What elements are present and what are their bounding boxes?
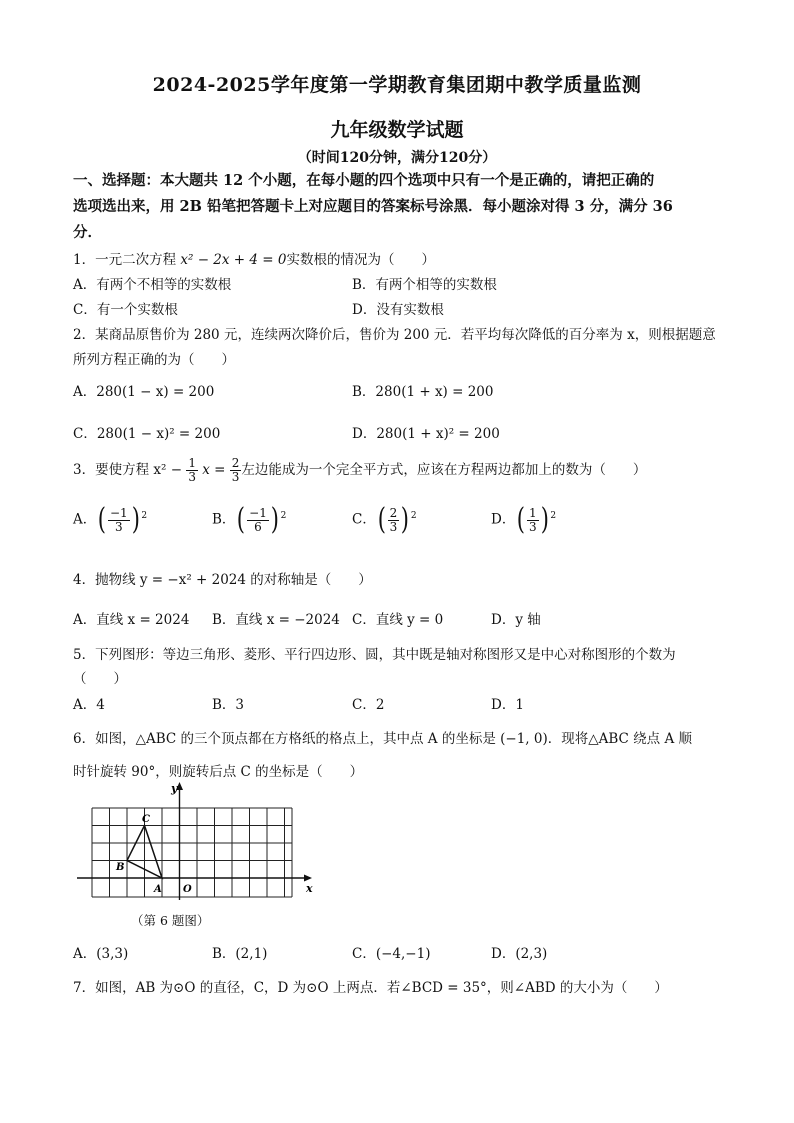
q1-option-a: A．有两个不相等的实数根 (73, 277, 232, 293)
q3-option-d: D．( $\frac{1}{3}$ ) $^2$ (491, 502, 557, 537)
q2-option-c: C．280(1 − x)² = 200 (73, 426, 221, 442)
q4-option-c: C．直线 y = 0 (352, 612, 444, 628)
label-a: A (154, 884, 162, 895)
question-7-stem: 7．如图，AB 为⊙O 的直径，C，D 为⊙O 上两点．若∠BCD = 35°，则∠ABD 的大小为（ ） (73, 980, 668, 996)
label-b: B (116, 862, 125, 873)
y-axis-label: y (171, 782, 178, 795)
time-note: （时间120分钟，满分120分） (297, 150, 497, 166)
label-c: C (142, 814, 150, 825)
coordinate-grid (72, 780, 322, 905)
q3-option-c: C．( $\frac{2}{3}$ ) $^2$ (352, 502, 417, 537)
q4-option-d: D．y 轴 (491, 612, 541, 628)
q4-option-a: A．直线 x = 2024 (73, 612, 190, 628)
q6-option-d: D．(2,3) (491, 946, 548, 962)
q2-option-b: B．280(1 + x) = 200 (352, 384, 494, 400)
q6-option-c: C．(−4,−1) (352, 946, 431, 962)
q1-option-d: D．没有实数根 (352, 302, 444, 318)
question-4-stem: 4．抛物线 y = −x² + 2024 的对称轴是（ ） (73, 572, 372, 588)
q3-option-a: A．( $\frac{-1}{3}$ ) $^2$ (73, 502, 148, 537)
question-2-line2: 所列方程正确的为（ ） (73, 352, 235, 368)
question-1-stem: 1．一元二次方程 x² − 2x + 4 = 0实数根的情况为（ ） (73, 252, 435, 268)
q3-fraction-2: $\frac{2}{3}$ (231, 456, 240, 484)
label-o: O (183, 884, 192, 895)
q3-option-b: B．( $\frac{-1}{6}$ ) $^2$ (212, 502, 287, 537)
question-3-stem: 3．要使方程 x² − $\frac{1}{3}$ x = $\frac{2}{3}$ 左边能成为一个完全平方式，应该在方程两边都加上的数为（ ） (73, 456, 647, 484)
question-5-line1: 5．下列图形：等边三角形、菱形、平行四边形、圆，其中既是轴对称图形又是中心对称图形的个数为 (73, 647, 676, 663)
section1-line1: 一、选择题：本大题共 12 个小题，在每小题的四个选项中只有一个是正确的，请把正确的 (73, 172, 655, 189)
section1-line3: 分． (73, 224, 102, 241)
x-axis-label: x (306, 882, 313, 895)
q3-fraction-1: $\frac{1}{3}$ (188, 456, 196, 484)
question-6-line1: 6．如图，△ABC 的三个顶点都在方格纸的格点上，其中点 A 的坐标是 (−1, 0)．现将△ABC 绕点 A 顺 (73, 731, 692, 747)
q5-option-b: B．3 (212, 697, 245, 713)
question-5-line2: （ ） (73, 671, 127, 687)
exam-title: 2024-2025学年度第一学期教育集团期中教学质量监测 (152, 74, 642, 96)
q5-option-d: D．1 (491, 697, 524, 713)
figure-6-caption: （第 6 题图） (131, 913, 210, 928)
question-2-line1: 2．某商品原售价为 280 元，连续两次降价后，售价为 200 元．若平均每次降低的百分率为 x，则根据题意 (73, 327, 716, 343)
q1-option-c: C．有一个实数根 (73, 302, 178, 318)
question-6-line2: 时针旋转 90°，则旋转后点 C 的坐标是（ ） (73, 764, 364, 780)
q1-option-b: B．有两个相等的实数根 (352, 277, 497, 293)
q2-option-a: A．280(1 − x) = 200 (73, 384, 215, 400)
q5-option-c: C．2 (352, 697, 385, 713)
q6-figure (72, 780, 322, 909)
exam-subtitle: 九年级数学试题 (330, 119, 464, 141)
q5-option-a: A．4 (73, 697, 105, 713)
q6-option-a: A．(3,3) (73, 946, 129, 962)
grid-lines (92, 808, 292, 897)
q4-option-b: B．直线 x = −2024 (212, 612, 340, 628)
section1-line2: 选项选出来，用 2B 铅笔把答题卡上对应题目的答案标号涂黑．每小题涂对得 3 分，满分 36 (73, 198, 673, 215)
q2-option-d: D．280(1 + x)² = 200 (352, 426, 500, 442)
q1-equation: x² − 2x + 4 = 0 (180, 252, 287, 268)
x-axis-arrow (304, 875, 312, 882)
q6-option-b: B．(2,1) (212, 946, 268, 962)
